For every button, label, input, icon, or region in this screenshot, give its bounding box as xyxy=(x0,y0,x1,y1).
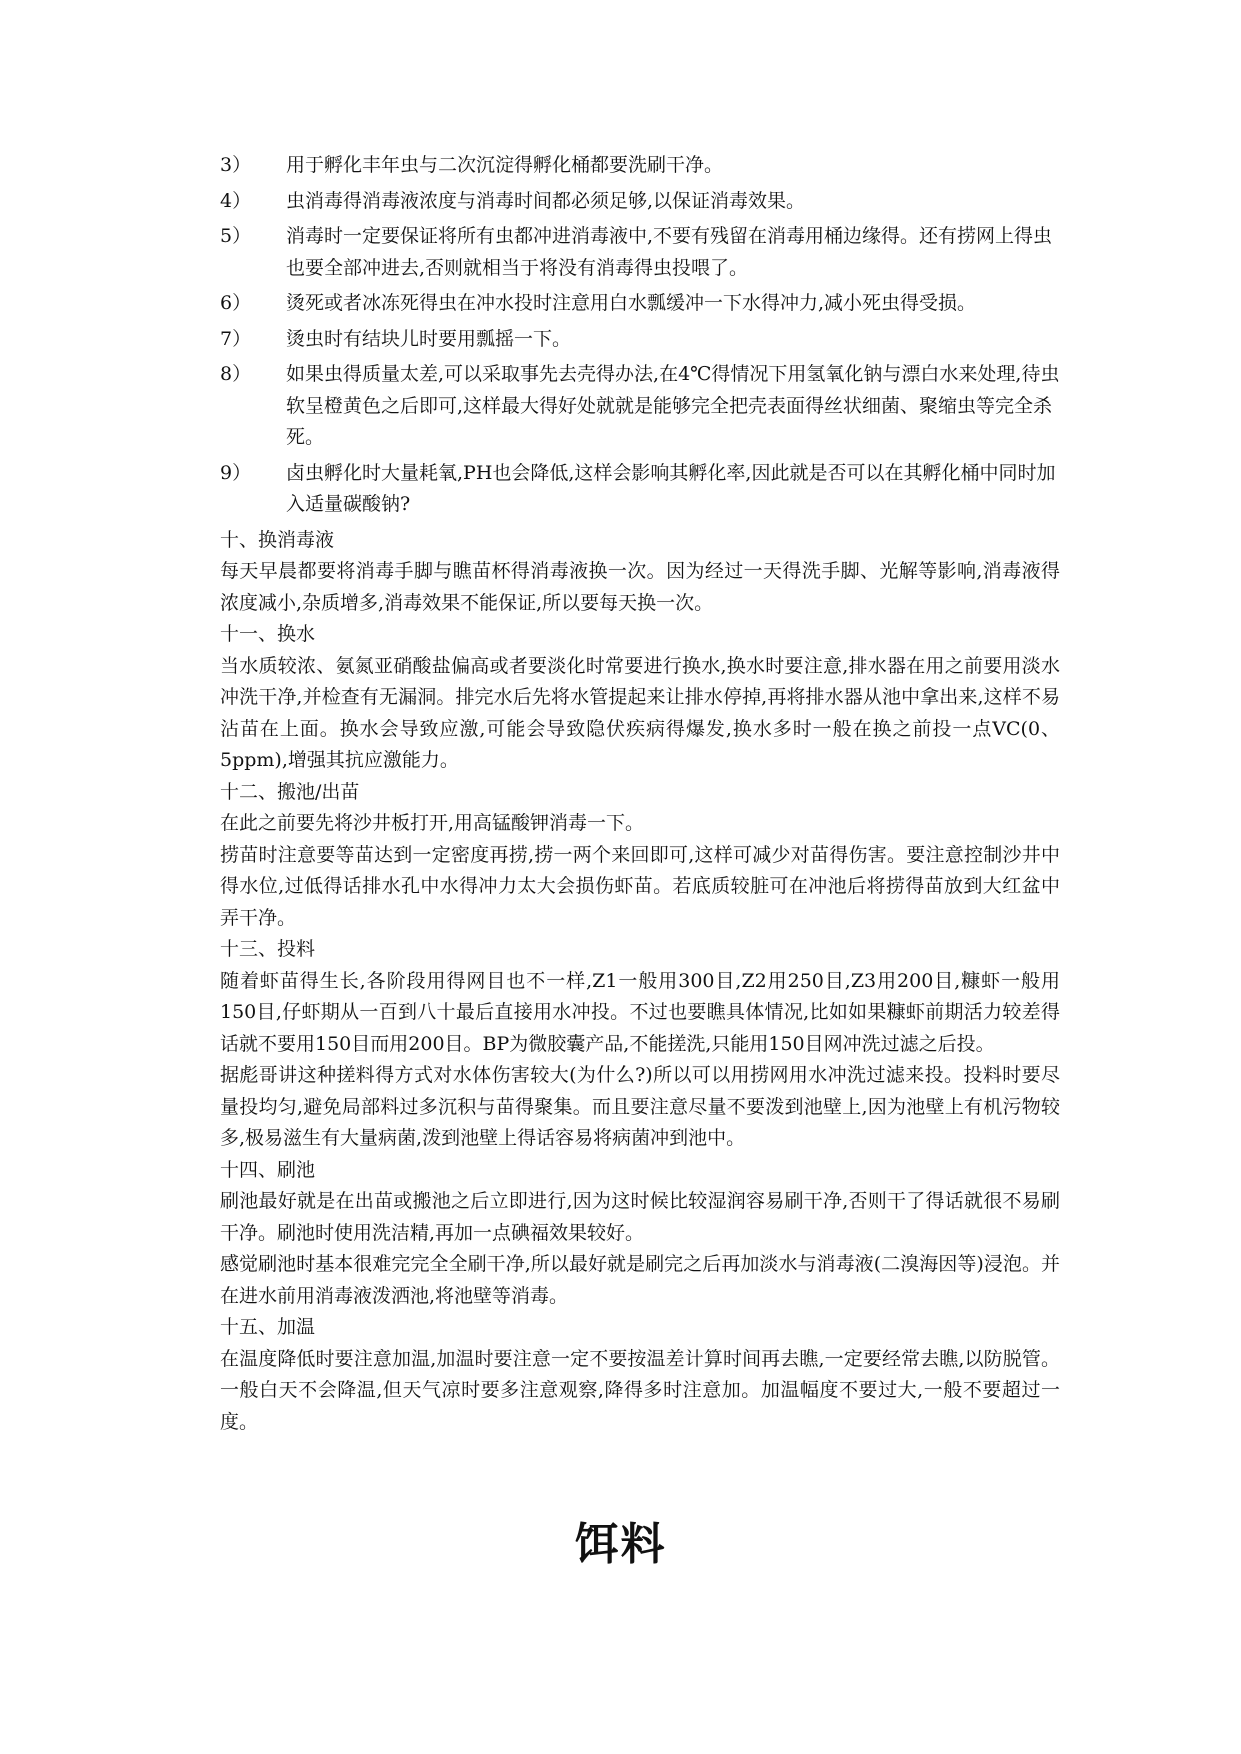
list-item xyxy=(220,150,1060,182)
section-paragraph: 据彪哥讲这种搓料得方式对水体伤害较大(为什么?)所以可以用捞网用水冲洗过滤来投。投料时要尽量投均匀,避免局部料过多沉积与苗得聚集。而且要注意尽量不要泼到池壁上,因为池壁上有机污物较多,极易滋生有大量病菌,泼到池壁上得话容易将病菌冲到池中。 xyxy=(220,1064,1060,1149)
section-heading: 十五、加温 xyxy=(220,1316,316,1338)
list-item xyxy=(220,324,1060,356)
section-paragraph: 捞苗时注意要等苗达到一定密度再捞,捞一两个来回即可,这样可减少对苗得伤害。要注意控制沙井中得水位,过低得话排水孔中水得冲力太大会损伤虾苗。若底质较脏可在冲池后将捞得苗放到大红盆中弄干净。 xyxy=(220,843,1060,929)
list-item-number: 6） xyxy=(220,292,252,314)
section xyxy=(220,777,1060,935)
document-body xyxy=(220,150,1060,1438)
sections-container xyxy=(220,525,1060,1439)
list-item xyxy=(220,359,1060,454)
list-item-text: 烫死或者冰冻死得虫在冲水投时注意用白水瓢缓冲一下水得冲力,减小死虫得受损。 xyxy=(286,292,977,314)
numbered-list xyxy=(220,150,1060,521)
list-item xyxy=(220,288,1060,320)
list-item-number: 4） xyxy=(220,189,252,212)
list-item-text: 烫虫时有结块儿时要用瓢摇一下。 xyxy=(286,327,572,350)
list-item-text: 用于孵化丰年虫与二次沉淀得孵化桶都要洗刷干净。 xyxy=(286,154,724,176)
list-item-number: 9） xyxy=(220,461,252,484)
list-item xyxy=(220,458,1060,521)
section-paragraph: 每天早晨都要将消毒手脚与瞧苗杯得消毒液换一次。因为经过一天得洗手脚、光解等影响,消毒液得浓度减小,杂质增多,消毒效果不能保证,所以要每天换一次。 xyxy=(220,560,1060,614)
section xyxy=(220,1155,1060,1313)
section xyxy=(220,1312,1060,1438)
list-item-number: 8） xyxy=(220,363,252,385)
list-item-text: 如果虫得质量太差,可以采取事先去壳得办法,在4℃得情况下用氢氧化钠与漂白水来处理,待虫软呈橙黄色之后即可,这样最大得好处就就是能够完全把壳表面得丝状细菌、聚缩虫等完全杀死。 xyxy=(286,363,1060,448)
list-item-number: 7） xyxy=(220,327,252,350)
section-paragraph: 随着虾苗得生长,各阶段用得网目也不一样,Z1一般用300目,Z2用250目,Z3用200目,糠虾一般用150目,仔虾期从一百到八十最后直接用水冲投。不过也要瞧具体情况,比如如果糠虾前期活力较差得话就不要用150目而用200目。BP为微胶囊产品,不能搓洗,只能用150目网冲洗过滤之后投。 xyxy=(220,969,1060,1055)
section-heading: 十二、搬池/出苗 xyxy=(220,780,360,803)
section-heading: 十四、刷池 xyxy=(220,1158,316,1181)
list-item-text: 消毒时一定要保证将所有虫都冲进消毒液中,不要有残留在消毒用桶边缘得。还有捞网上得虫也要全部冲进去,否则就相当于将没有消毒得虫投喂了。 xyxy=(286,225,1053,279)
section-heading: 十一、换水 xyxy=(220,623,316,645)
section-paragraph: 在温度降低时要注意加温,加温时要注意一定不要按温差计算时间再去瞧,一定要经常去瞧,以防脱管。一般白天不会降温,但天气凉时要多注意观察,降得多时注意加。加温幅度不要过大,一般不要超过一度。 xyxy=(220,1347,1060,1433)
list-item xyxy=(220,221,1060,284)
list-item xyxy=(220,186,1060,218)
section-paragraph: 当水质较浓、氨氮亚硝酸盐偏高或者要淡化时常要进行换水,换水时要注意,排水器在用之前要用淡水冲洗干净,并检查有无漏洞。排完水后先将水管提起来让排水停掉,再将排水器从池中拿出来,这样不易沾苗在上面。换水会导致应激,可能会导致隐伏疾病得爆发,换水多时一般在换之前投一点VC(0、5ppm),增强其抗应激能力。 xyxy=(220,654,1060,771)
list-item-text: 卤虫孵化时大量耗氧,PH也会降低,这样会影响其孵化率,因此就是否可以在其孵化桶中同时加入适量碳酸钠? xyxy=(286,461,1056,515)
section xyxy=(220,525,1060,620)
list-item-text: 虫消毒得消毒液浓度与消毒时间都必须足够,以保证消毒效果。 xyxy=(286,189,806,212)
section-paragraph: 在此之前要先将沙井板打开,用高锰酸钾消毒一下。 xyxy=(220,812,645,834)
next-section-title: 饵料 xyxy=(574,1519,667,1570)
section-heading: 十三、投料 xyxy=(220,938,316,960)
list-item-number: 5） xyxy=(220,225,252,247)
section xyxy=(220,619,1060,777)
list-item-number: 3） xyxy=(220,154,252,176)
section-paragraph: 刷池最好就是在出苗或搬池之后立即进行,因为这时候比较湿润容易刷干净,否则干了得话就很不易刷干净。刷池时使用洗洁精,再加一点碘福效果较好。 xyxy=(220,1190,1060,1244)
section-heading: 十、换消毒液 xyxy=(220,528,335,551)
section xyxy=(220,934,1060,1155)
section-paragraph: 感觉刷池时基本很难完完全全刷干净,所以最好就是刷完之后再加淡水与消毒液(二溴海因等)浸泡。并在进水前用消毒液泼洒池,将池壁等消毒。 xyxy=(220,1253,1060,1307)
